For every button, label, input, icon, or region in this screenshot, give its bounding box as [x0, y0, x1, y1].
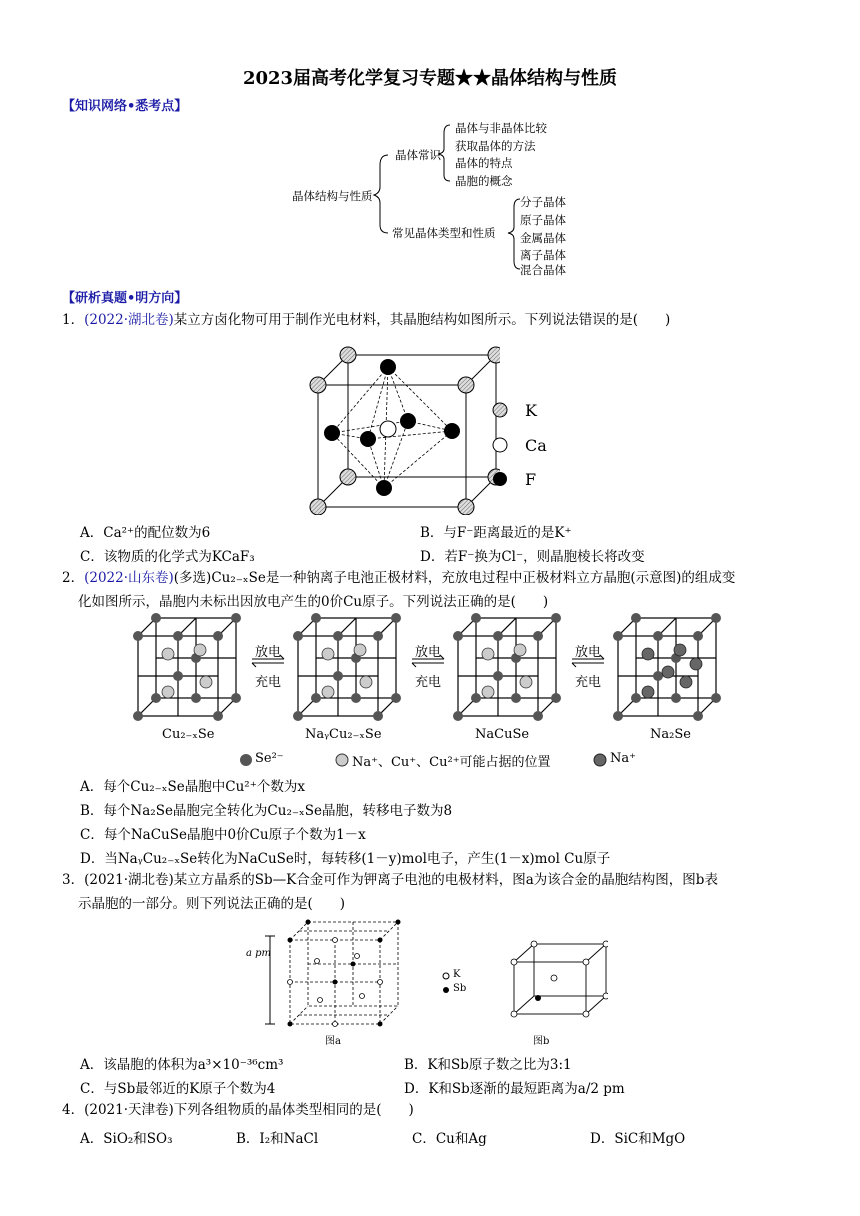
tree-leaf: 混合晶体: [520, 263, 566, 277]
cell-label: Cu₂₋ₓSe: [162, 727, 215, 742]
question-text: (多选)Cu₂₋ₓSe是一种钠离子电池正极材料，充放电过程中正极材料立方晶胞(示意图)的组成变: [173, 570, 736, 586]
legend-f: F: [525, 470, 537, 489]
question-3-stem: [62, 868, 718, 892]
page-title: 2023届高考化学复习专题★★晶体结构与性质: [242, 68, 618, 89]
q2-option-b: B．每个Na₂Se晶胞完全转化为Cu₂₋ₓSe晶胞，转移电子数为8: [80, 803, 453, 819]
question-source: (2022·山东卷): [84, 570, 174, 586]
q4-option-a: A．SiO₂和SO₃: [80, 1131, 173, 1147]
tree-leaf: 分子晶体: [520, 195, 566, 209]
q2-option-a: A．每个Cu₂₋ₓSe晶胞中Cu²⁺个数为x: [80, 779, 305, 795]
question-text: 下列各组物质的晶体类型相同的是( ): [173, 1102, 414, 1118]
tree-leaf: 金属晶体: [520, 231, 566, 245]
tree-root: 晶体结构与性质: [292, 189, 373, 203]
q1-option-a: A．Ca²⁺的配位数为6: [80, 525, 211, 541]
question-source: (2021·湖北卷): [84, 872, 174, 888]
q2-option-d: D．当NaᵧCu₂₋ₓSe转化为NaCuSe时，每转移(1－y)mol电子，产生(1－x)mol Cu原子: [80, 851, 611, 867]
q1-legend-markers: [490, 398, 510, 490]
q3-figure-a: [262, 916, 402, 1028]
arrow-3-discharge: 放电: [575, 645, 602, 660]
figure-b-caption: 图b: [533, 1036, 550, 1047]
figure-a-caption: 图a: [325, 1036, 341, 1047]
cell-label: NaCuSe: [475, 727, 530, 742]
tree-branch-2: 常见晶体类型和性质: [392, 226, 496, 240]
question-4-stem: [62, 1098, 414, 1122]
question-number: 4．: [62, 1102, 85, 1118]
tree-leaf: 晶体的特点: [455, 156, 513, 170]
section-heading-exam: 【研析真题•明方向】: [62, 291, 188, 306]
tree-leaf: 离子晶体: [520, 248, 566, 262]
q3-option-b: B．K和Sb原子数之比为3:1: [404, 1057, 572, 1073]
q3-option-a: A．该晶胞的体积为a³×10⁻³⁶cm³: [80, 1057, 284, 1073]
question-1-stem: [62, 308, 670, 332]
q3-option-d: D．K和Sb逐渐的最短距离为a/2 pm: [404, 1081, 625, 1097]
question-text: 某立方卤化物可用于制作光电材料，其晶胞结构如图所示。下列说法错误的是( ): [173, 312, 671, 328]
q4-option-c: C．Cu和Ag: [412, 1131, 487, 1147]
arrow-2-charge: 充电: [415, 675, 442, 690]
question-2-stem: [62, 566, 735, 590]
legend-sb: Sb: [453, 983, 467, 994]
q2-cell-sequence-figure: [128, 612, 738, 724]
q1-option-d: D．若F⁻换为Cl⁻，则晶胞棱长将改变: [420, 549, 645, 565]
question-2-stem-line2: 化如图所示，晶胞内未标出因放电产生的0价Cu原子。下列说法正确的是( ): [78, 594, 549, 610]
arrow-2-discharge: 放电: [415, 645, 442, 660]
q1-option-b: B．与F⁻距离最近的是K⁺: [420, 525, 572, 541]
q3-option-c: C．与Sb最邻近的K原子个数为4: [80, 1081, 276, 1097]
cell-label: NaᵧCu₂₋ₓSe: [305, 727, 382, 742]
q1-unit-cell-figure: [300, 345, 500, 515]
q1-option-c: C．该物质的化学式为KCaF₃: [80, 549, 255, 565]
question-source: (2021·天津卷): [84, 1102, 174, 1118]
arrow-1-discharge: 放电: [255, 645, 282, 660]
legend-k: K: [453, 969, 461, 980]
tree-leaf: 原子晶体: [520, 213, 566, 227]
q4-option-b: B．I₂和NaCl: [236, 1131, 319, 1147]
q3-legend-markers: [440, 970, 452, 998]
tree-leaf: 获取晶体的方法: [455, 139, 536, 153]
legend-ca: Ca: [525, 436, 547, 455]
q2-option-c: C．每个NaCuSe晶胞中0价Cu原子个数为1－x: [80, 827, 366, 843]
tree-branch-1: 晶体常识: [395, 148, 441, 162]
q3-figure-b: [508, 940, 608, 1020]
tree-leaf: 晶体与非晶体比较: [455, 121, 547, 135]
question-text: 某立方晶系的Sb—K合金可作为钾离子电池的电极材料，图a为该合金的晶胞结构图，图b表: [173, 872, 718, 888]
question-number: 3．: [62, 872, 85, 888]
section-heading-knowledge: 【知识网络•悉考点】: [62, 99, 188, 114]
legend-k: K: [525, 401, 537, 420]
question-number: 1．: [62, 312, 85, 328]
question-3-stem-line2: 示晶胞的一部分。则下列说法正确的是( ): [78, 896, 346, 912]
arrow-3-charge: 充电: [575, 675, 602, 690]
question-number: 2．: [62, 570, 85, 586]
lattice-label: a pm: [246, 948, 272, 959]
cell-label: Na₂Se: [650, 727, 691, 742]
legend-se: Se²⁻: [255, 751, 284, 766]
arrow-1-charge: 充电: [255, 675, 282, 690]
legend-na: Na⁺: [610, 751, 636, 766]
q4-option-d: D．SiC和MgO: [590, 1131, 686, 1147]
legend-positions: Na⁺、Cu⁺、Cu²⁺可能占据的位置: [352, 755, 551, 770]
question-source: (2022·湖北卷): [84, 312, 174, 328]
tree-leaf: 晶胞的概念: [455, 174, 513, 188]
